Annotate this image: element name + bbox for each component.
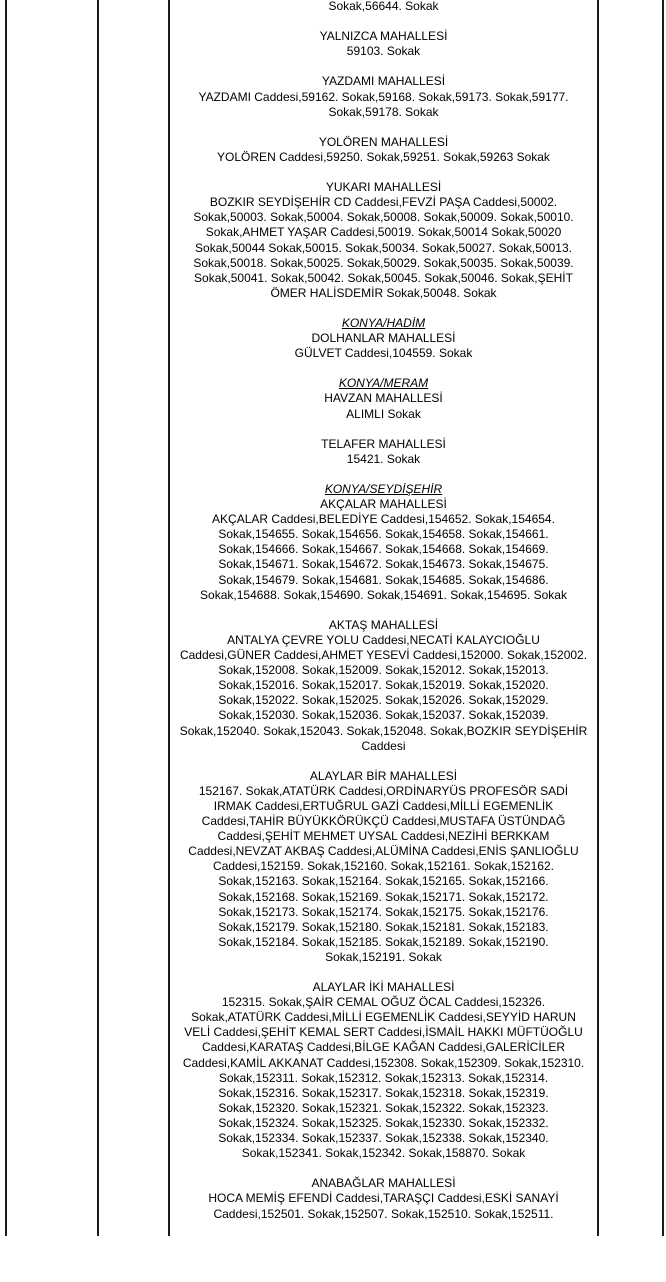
street-list-line: ÖMER HALİSDEMİR Sokak,50048. Sokak [270,285,497,300]
street-list-line: 152315. Sokak,ŞAİR CEMAL OĞUZ ÖCAL Caddesi,152326. [221,995,546,1010]
street-list-line: Sokak,152316. Sokak,152317. Sokak,152318. Sokak,152319. [218,1085,549,1100]
street-list-line: Sokak,152173. Sokak,152174. Sokak,152175. Sokak,152176. [218,904,549,919]
neighborhood-section [170,180,597,301]
street-list-line: Sokak,ATATÜRK Caddesi,MİLLİ EGEMENLİK Caddesi,SEYYİD HARUN [191,1010,576,1025]
neighborhood-section [170,0,597,14]
street-list-line: Sokak,154655. Sokak,154656. Sokak,154658. Sokak,154661. [218,527,549,542]
neighborhood-title: YAZDAMI MAHALLESİ [321,74,446,89]
street-list-line: Sokak,50003. Sokak,50004. Sokak,50008. Sokak,50009. Sokak,50010. [193,210,574,225]
street-list-line: Caddesi,KARATAŞ Caddesi,BİLGE KAĞAN Caddesi,GALERİCİLER [201,1040,566,1055]
street-list-line: YAZDAMI Caddesi,59162. Sokak,59168. Sokak,59173. Sokak,59177. [198,89,569,104]
street-list-line: Sokak,152184. Sokak,152185. Sokak,152189. Sokak,152190. [218,934,549,949]
neighborhood-title: YALNIZCA MAHALLESİ [319,29,448,44]
street-list-line: Caddesi,NEVZAT AKBAŞ Caddesi,ALÜMİNA Caddesi,ENİS ŞANLIOĞLU [188,844,579,859]
street-list-line: Sokak,152341. Sokak,152342. Sokak,158870. Sokak [241,1146,526,1161]
street-list-line: Sokak,152040. Sokak,152043. Sokak,152048. Sokak,BOZKIR SEYDİŞEHİR [179,723,588,738]
street-list-line: Sokak,152320. Sokak,152321. Sokak,152322. Sokak,152323. [218,1100,549,1115]
street-list-line: Sokak,50041. Sokak,50042. Sokak,50045. Sokak,50046. Sokak,ŞEHİT [194,270,573,285]
neighborhood-section [170,74,597,119]
street-list-line: HOCA MEMİŞ EFENDİ Caddesi,TARAŞÇI Caddesi,ESKİ SANAYİ [208,1191,559,1206]
neighborhood-section [170,316,597,361]
table-column-border [597,0,599,1236]
street-list-line: 152167. Sokak,ATATÜRK Caddesi,ORDİNARYÜS PROFESÖR SADİ [198,783,569,798]
neighborhood-section [170,618,597,754]
street-list-line: Sokak,152191. Sokak [325,949,442,964]
street-list-line: Caddesi [361,738,406,753]
street-list-line: 15421. Sokak [346,451,421,466]
street-list-line: ALIMLI Sokak [346,406,421,421]
street-list-line: Caddesi,TAHİR BÜYÜKKÖRÜKÇÜ Caddesi,MUSTAFA ÜSTÜNDAĞ [201,814,566,829]
neighborhood-title: ALAYLAR BİR MAHALLESİ [309,768,458,783]
street-list-line: Caddesi,GÜNER Caddesi,AHMET YESEVİ Caddesi,152000. Sokak,152002. [179,648,588,663]
neighborhood-section [170,437,597,467]
street-list-line: Sokak,152016. Sokak,152017. Sokak,152019. Sokak,152020. [218,678,549,693]
neighborhood-section [170,980,597,1161]
neighborhood-title: TELAFER MAHALLESİ [321,436,446,451]
neighborhood-section [170,29,597,59]
neighborhood-section [170,1176,597,1221]
street-list-line: Sokak,AHMET YAŞAR Caddesi,50019. Sokak,50014 Sokak,50020 [205,225,562,240]
district-heading: KONYA/MERAM [338,376,429,391]
street-list-line: Caddesi,152501. Sokak,152507. Sokak,152510. Sokak,152511. [213,1206,554,1221]
neighborhood-title: ANABAĞLAR MAHALLESİ [311,1176,456,1191]
neighborhood-section [170,135,597,165]
street-list-line: Sokak,152008. Sokak,152009. Sokak,152012. Sokak,152013. [218,663,549,678]
neighborhood-section [170,376,597,421]
street-list-line: Sokak,154679. Sokak,154681. Sokak,154685. Sokak,154686. [218,572,549,587]
neighborhood-section [170,482,597,603]
street-list-line: YOLÖREN Caddesi,59250. Sokak,59251. Sokak,59263 Sokak [217,149,550,164]
street-list-line: Sokak,154666. Sokak,154667. Sokak,154668. Sokak,154669. [218,542,549,557]
street-list-line: Sokak,152030. Sokak,152036. Sokak,152037. Sokak,152039. [218,708,549,723]
street-list-line: Sokak,59178. Sokak [328,104,439,119]
street-list-line: Sokak,50018. Sokak,50025. Sokak,50029. Sokak,50035. Sokak,50039. [193,255,574,270]
neighborhood-title: YOLÖREN MAHALLESİ [318,134,449,149]
table-column-border [5,0,7,1236]
street-list-line: Sokak,152179. Sokak,152180. Sokak,152181. Sokak,152183. [218,919,549,934]
street-list-line: Caddesi,KAMİL AKKANAT Caddesi,152308. Sokak,152309. Sokak,152310. [182,1055,585,1070]
street-list-line: GÜLVET Caddesi,104559. Sokak [294,346,473,361]
neighborhood-title: AKÇALAR MAHALLESİ [320,497,447,512]
neighborhood-title: AKTAŞ MAHALLESİ [328,617,439,632]
street-list-line: Caddesi,152159. Sokak,152160. Sokak,152161. Sokak,152162. [213,859,554,874]
street-list-line: AKÇALAR Caddesi,BELEDİYE Caddesi,154652. Sokak,154654. [212,512,555,527]
street-list-line: VELİ Caddesi,ŞEHİT KEMAL SERT Caddesi,İSMAİL HAKKI MÜFTÜOĞLU [184,1025,583,1040]
street-list-line: Sokak,154688. Sokak,154690. Sokak,154691. Sokak,154695. Sokak [200,587,567,602]
street-list-line: IRMAK Caddesi,ERTUĞRUL GAZİ Caddesi,MİLLİ EGEMENLİK [213,798,554,813]
neighborhood-title: YUKARI MAHALLESİ [325,180,442,195]
table-column-border [97,0,99,1236]
street-list-line: Sokak,152163. Sokak,152164. Sokak,152165. Sokak,152166. [218,874,549,889]
street-list-line: Sokak,152324. Sokak,152325. Sokak,152330. Sokak,152332. [218,1115,549,1130]
street-list-line: Sokak,56644. Sokak [328,0,439,13]
district-heading: KONYA/SEYDİŞEHİR [324,482,443,496]
street-list-line: Sokak,154671. Sokak,154672. Sokak,154673. Sokak,154675. [218,557,549,572]
street-list-line: Sokak,50044 Sokak,50015. Sokak,50034. Sokak,50027. Sokak,50013. [195,240,572,255]
district-heading: KONYA/HADİM [341,315,426,330]
street-list-line: Caddesi,ŞEHİT MEHMET UYSAL Caddesi,NEZİHİ BERKKAM [217,829,550,844]
street-list-line: BOZKIR SEYDİŞEHİR CD Caddesi,FEVZİ PAŞA Caddesi,50002. [209,195,558,210]
street-list-line: 59103. Sokak [346,44,421,59]
street-list-line: Sokak,152311. Sokak,152312. Sokak,152313. Sokak,152314. [218,1070,549,1085]
street-list-line: Sokak,152022. Sokak,152025. Sokak,152026. Sokak,152029. [218,693,549,708]
table-column-border [662,0,664,1236]
neighborhood-title: ALAYLAR İKİ MAHALLESİ [312,980,455,995]
street-list-line: ANTALYA ÇEVRE YOLU Caddesi,NECATİ KALAYCIOĞLU [227,632,540,647]
street-list-cell [170,0,597,1222]
neighborhood-title: HAVZAN MAHALLESİ [324,391,443,406]
street-list-line: Sokak,152168. Sokak,152169. Sokak,152171. Sokak,152172. [218,889,549,904]
neighborhood-title: DOLHANLAR MAHALLESİ [311,331,456,346]
street-list-line: Sokak,152334. Sokak,152337. Sokak,152338. Sokak,152340. [218,1131,549,1146]
neighborhood-section [170,769,597,965]
